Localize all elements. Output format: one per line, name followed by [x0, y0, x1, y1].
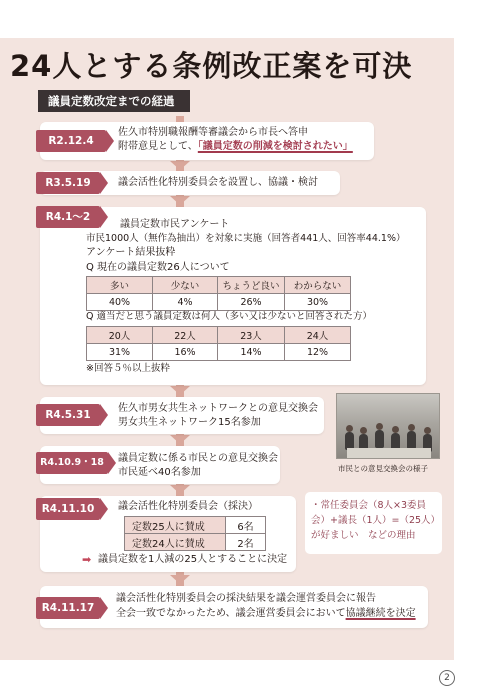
entry-text-prefix: 附帯意見として、 [118, 141, 198, 152]
date-tag: R4.5.31 [36, 404, 100, 426]
date-tag: R4.11.10 [36, 498, 100, 520]
page-title: 24人とする条例改正案を可決 [10, 49, 413, 83]
table-cell: わからない [285, 277, 351, 294]
timeline-arrow [170, 386, 190, 395]
table-cell: 14% [218, 344, 285, 361]
table-cell: 少ない [153, 277, 218, 294]
survey-table-preferred [86, 326, 351, 361]
table-cell: 31% [87, 344, 153, 361]
entry-text [116, 607, 416, 621]
table-cell: 16% [153, 344, 218, 361]
survey-question: Q 適当だと思う議員定数は何人（多い又は少ないと回答された方） [86, 311, 372, 322]
footnote: ※回答５％以上抜粋 [86, 363, 170, 374]
timeline-arrow [170, 485, 190, 494]
survey-question: Q 現在の議員定数26人について [86, 262, 230, 273]
entry-text: アンケート結果抜粋 [86, 247, 176, 258]
vote-label: 定数25人に賛成 [125, 517, 226, 534]
arrow-right-icon: ➡ [82, 553, 92, 566]
highlight-text: 協議継続を決定 [345, 608, 416, 619]
date-tag: R4.1～2 [36, 206, 100, 228]
vote-label: 定数24人に賛成 [125, 534, 226, 551]
entry-text: 議会活性化特別委員会を設置し、協議・検討 [118, 177, 318, 188]
meeting-photo [336, 393, 440, 459]
timeline-arrow [170, 575, 190, 584]
survey-table-current [86, 276, 351, 311]
table-cell: 23人 [218, 327, 285, 344]
entry-text: 市民1000人（無作為抽出）を対象に実施（回答者441人、回答率44.1%） [86, 233, 406, 244]
date-tag: R4.10.9・18 [36, 452, 108, 474]
entry-text: 佐久市男女共生ネットワークとの意見交換会 [118, 403, 318, 414]
date-tag: R3.5.19 [36, 172, 100, 194]
date-tag: R4.11.17 [36, 597, 100, 619]
date-tag: R2.12.4 [36, 130, 106, 152]
table-cell: 22人 [153, 327, 218, 344]
note-line: ・常任委員会（8人×3委員 [311, 500, 427, 511]
vote-result: 議員定数を1人減の25人とすることに決定 [98, 554, 288, 565]
entry-text: 男女共生ネットワーク15名参加 [118, 417, 261, 428]
entry-text: 市民延べ40名参加 [118, 467, 201, 478]
entry-text: 議員定数市民アンケート [120, 219, 230, 230]
note-line: 会）+議長（1人）=（25人） [311, 515, 441, 526]
vote-count: 2名 [226, 534, 266, 551]
table-cell: 26% [218, 294, 285, 311]
entry-text: 議会活性化特別委員会の採決結果を議会運営委員会に報告 [116, 593, 376, 604]
highlight-text: 「議員定数の削減を検討されたい」 [197, 141, 353, 152]
section-heading: 議員定数改定までの経過 [38, 90, 190, 112]
entry-text: 議員定数に係る市民との意見交換会 [118, 453, 278, 464]
entry-text-prefix: 全会一致でなかったため、議会運営委員会において [116, 608, 346, 619]
timeline-arrow [170, 196, 190, 205]
vote-count: 6名 [226, 517, 266, 534]
page-number: 2 [439, 670, 455, 686]
timeline-arrow [170, 161, 190, 170]
table-cell: 30% [285, 294, 351, 311]
table-cell: 4% [153, 294, 218, 311]
reason-note [305, 492, 442, 554]
table-cell: 多い [87, 277, 153, 294]
table-cell: 12% [285, 344, 351, 361]
table-cell: 24人 [285, 327, 351, 344]
entry-text [118, 140, 353, 154]
photo-caption: 市民との意見交換会の様子 [338, 464, 428, 473]
entry-text: 議会活性化特別委員会（採決） [118, 501, 258, 512]
vote-table [124, 516, 266, 551]
table-cell: 20人 [87, 327, 153, 344]
table-cell: ちょうど良い [218, 277, 285, 294]
note-line: が好ましい などの理由 [311, 530, 416, 541]
timeline-arrow [170, 435, 190, 444]
entry-text: 佐久市特別職報酬等審議会から市長へ答申 [118, 127, 308, 138]
table-cell: 40% [87, 294, 153, 311]
